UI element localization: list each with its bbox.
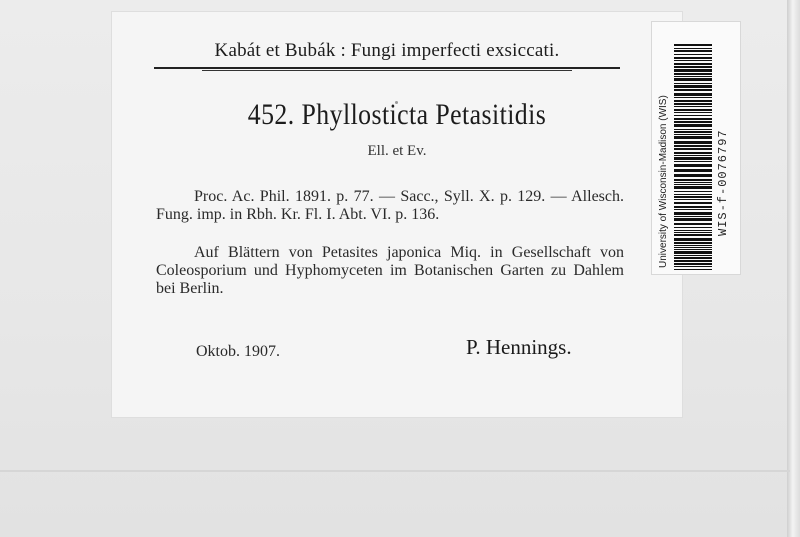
barcode-bar — [674, 161, 712, 162]
barcode-bar — [674, 218, 712, 221]
barcode-bar — [674, 106, 712, 107]
barcode-bar — [674, 121, 712, 123]
barcode-bar — [674, 78, 712, 81]
taxon-author: Ell. et Ev. — [367, 143, 427, 159]
barcode-bar — [674, 266, 712, 267]
barcode-bar — [674, 73, 712, 75]
barcode-bar — [674, 148, 712, 150]
barcode-bar — [674, 83, 712, 84]
barcode-bar — [674, 103, 712, 105]
barcode-bar — [674, 97, 712, 98]
barcode-bar — [674, 196, 712, 198]
barcode-bar — [674, 249, 712, 250]
collector-name: P. Hennings. — [466, 335, 572, 359]
host-locality: Auf Blättern von Petasites japonica Miq. in Gesellschaft von Coleosporium und Hyphomyceten im Botanischen Garten zu Dahlem bei Berlin. — [156, 244, 624, 297]
barcode-bar — [674, 260, 712, 262]
barcode-bar — [674, 129, 712, 130]
barcode-bar — [674, 48, 712, 49]
barcode-bar — [674, 109, 712, 111]
barcode-bar — [674, 199, 712, 200]
barcode-bar — [674, 54, 712, 55]
header-rule-thin — [202, 70, 572, 71]
barcode-bar — [674, 141, 712, 144]
barcode-bar — [674, 57, 712, 59]
barcode-bar — [674, 194, 712, 195]
barcode-bar — [674, 60, 712, 61]
barcode-bar — [674, 100, 712, 102]
barcode-bar — [674, 179, 712, 181]
barcode-bar — [674, 232, 712, 233]
barcode-bar — [674, 115, 712, 116]
institution-name: University of Wisconsin-Madison (WIS) — [658, 95, 669, 268]
barcode-bar — [674, 44, 712, 46]
barcode-bar — [674, 169, 712, 172]
barcode-bar — [674, 93, 712, 96]
barcode-bar — [674, 230, 712, 231]
barcode-bar — [674, 212, 712, 215]
barcode-bar — [674, 242, 712, 244]
barcode-bar — [674, 174, 712, 177]
barcode-bar — [674, 131, 712, 133]
barcode-bar — [674, 234, 712, 236]
barcode-bar — [674, 257, 712, 259]
barcode-bar — [674, 263, 712, 265]
barcode-bar — [674, 238, 712, 241]
barcode-bar — [674, 227, 712, 228]
barcode-bar — [674, 157, 712, 160]
barcode-bar — [674, 206, 712, 208]
barcode-bar — [674, 124, 712, 127]
barcode-bar — [674, 89, 712, 91]
barcode-bar — [674, 164, 712, 167]
series-header: Kabát et Bubák : Fungi imperfecti exsiccati. — [214, 40, 560, 61]
barcode-bar — [674, 85, 712, 88]
barcode-number: WIS-f-0076797 — [716, 129, 730, 236]
sheet-fold — [787, 0, 800, 537]
barcode-bar — [674, 251, 712, 254]
barcode-bar — [674, 184, 712, 185]
barcode-bar — [674, 182, 712, 183]
barcode-bar — [674, 255, 712, 256]
barcode-bar — [674, 145, 712, 147]
header-rule — [154, 67, 620, 69]
barcode-bar — [674, 134, 712, 135]
barcode-bar — [674, 152, 712, 154]
specimen-title: 452. Phyllosticta Petasitidis — [247, 98, 547, 131]
barcode-bar — [674, 136, 712, 139]
barcode-bar — [674, 186, 712, 189]
barcode-bar — [674, 216, 712, 217]
barcode-bar — [674, 223, 712, 225]
envelope-edge — [0, 470, 790, 472]
barcode-bar — [674, 69, 712, 72]
barcode-bar — [674, 76, 712, 77]
barcode-bar — [674, 155, 712, 156]
barcode-bar — [674, 269, 712, 270]
barcode-bar — [674, 245, 712, 246]
barcode-bar — [674, 191, 712, 192]
barcode-bar — [674, 247, 712, 248]
barcode-bar — [674, 112, 712, 113]
barcode-bar — [674, 209, 712, 210]
barcode-bar — [674, 63, 712, 65]
literature-reference: Proc. Ac. Phil. 1891. p. 77. — Sacc., Syll. X. p. 129. — Allesch. Fung. imp. in Rbh. Kr. Fl. I. Abt. VI. p. 136. — [156, 188, 624, 223]
barcode-label — [652, 22, 740, 274]
specimen-label — [112, 12, 682, 417]
barcode-bar — [674, 202, 712, 204]
collection-date: Oktob. 1907. — [196, 343, 280, 360]
barcode-bar — [674, 50, 712, 52]
barcode-bar — [674, 66, 712, 68]
barcode-bar — [674, 118, 712, 120]
barcode-icon — [674, 44, 712, 270]
